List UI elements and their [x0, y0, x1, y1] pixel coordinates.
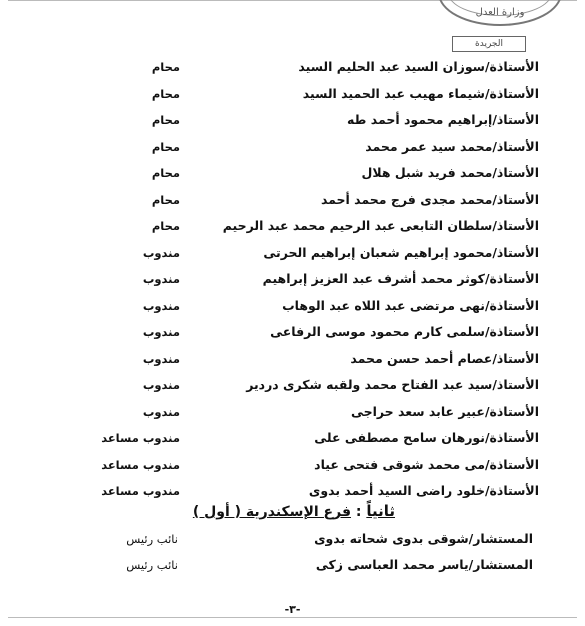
member-title: محام: [151, 219, 180, 233]
member-name: الأستاذة/نهى مرتضى عبد اللاه عبد الوهاب: [282, 297, 539, 313]
member-title: محام: [151, 139, 180, 154]
member-title: مندوب مساعد: [101, 431, 180, 445]
member-row: [0, 162, 585, 186]
member-title: محام: [151, 166, 180, 180]
member-name: الأستاذة/كوثر محمد أشرف عبد العزيز إبراهيم: [262, 271, 539, 286]
member-title: محام: [151, 192, 180, 207]
member-row: [0, 427, 585, 451]
member-row: [0, 554, 585, 578]
member-title: محام: [151, 60, 180, 74]
member-name: الأستاذ/محمد سيد عمر محمد: [365, 138, 539, 154]
member-title: محام: [151, 86, 180, 101]
member-title: مندوب مساعد: [101, 484, 180, 498]
section-colon: :: [350, 504, 367, 520]
member-row: [0, 454, 585, 478]
member-name: الأستاذ/محمود إبراهيم شعبان إبراهيم الحرتى: [263, 244, 539, 260]
member-row: [0, 348, 585, 372]
member-row: [0, 136, 585, 160]
member-row: [0, 242, 585, 266]
ministry-seal-logo: [438, 0, 562, 26]
member-title: مندوب مساعد: [101, 457, 180, 472]
member-row: [0, 215, 585, 239]
member-name: الأستاذ/سيد عبد الفتاح محمد ولقبه شكرى دردير: [246, 377, 539, 392]
member-row: [0, 321, 585, 345]
member-row: [0, 189, 585, 213]
member-name: الأستاذة/مى محمد شوقى فتحى عياد: [314, 456, 539, 472]
member-name: الأستاذة/خلود راضى السيد أحمد بدوى: [308, 483, 539, 498]
member-row: [0, 401, 585, 425]
member-name: الأستاذة/سوزان السيد عبد الحليم السيد: [298, 59, 539, 74]
member-row: [0, 56, 585, 80]
member-title: مندوب: [142, 245, 180, 260]
page-bottom-border: [8, 617, 577, 618]
member-title: مندوب: [142, 351, 180, 366]
member-title: مندوب: [142, 298, 180, 313]
page-number: -٣-: [284, 603, 301, 616]
member-title: نائب رئيس: [126, 558, 178, 572]
member-row: [0, 480, 585, 504]
member-title: مندوب: [142, 404, 180, 419]
member-row: [0, 295, 585, 319]
member-row: [0, 109, 585, 133]
member-name: الأستاذة/عبير عابد سعد حراجى: [350, 403, 539, 419]
member-name: الأستاذ/محمد مجدى فرج محمد أحمد: [320, 191, 539, 207]
member-row: [0, 528, 585, 552]
member-title: مندوب: [142, 272, 180, 286]
member-row: [0, 268, 585, 292]
section-number: ثانياً: [366, 502, 395, 520]
member-name: المستشار/ياسر محمد العباسى زكى: [315, 557, 533, 572]
member-row: [0, 83, 585, 107]
member-row: [0, 374, 585, 398]
member-name: الأستاذ/سلطان التابعى عبد الرحيم محمد عبد الرحيم: [222, 218, 539, 233]
member-name: الأستاذ/إبراهيم محمود أحمد طه: [347, 112, 539, 127]
member-name: الأستاذة/نورهان سامح مصطفى على: [314, 430, 539, 445]
section-heading: [193, 502, 395, 520]
member-title: محام: [151, 113, 180, 127]
gazette-stamp: الجريدة: [452, 36, 526, 52]
member-name: المستشار/شوقى بدوى شحاته بدوى: [314, 531, 533, 546]
member-name: الأستاذ/محمد فريد شبل هلال: [361, 165, 539, 180]
member-name: الأستاذ/عصام أحمد حسن محمد: [350, 350, 539, 366]
ministry-name: وزارة العدل: [475, 7, 525, 18]
member-title: مندوب: [142, 325, 180, 339]
member-title: مندوب: [142, 378, 180, 392]
member-name: الأستاذة/سلمى كارم محمود موسى الرفاعى: [270, 324, 539, 339]
section-branch: فرع الإسكندرية ( أول ): [192, 504, 351, 520]
member-name: الأستاذة/شيماء مهيب عبد الحميد السيد: [302, 85, 539, 101]
member-title: نائب رئيس: [126, 532, 178, 546]
